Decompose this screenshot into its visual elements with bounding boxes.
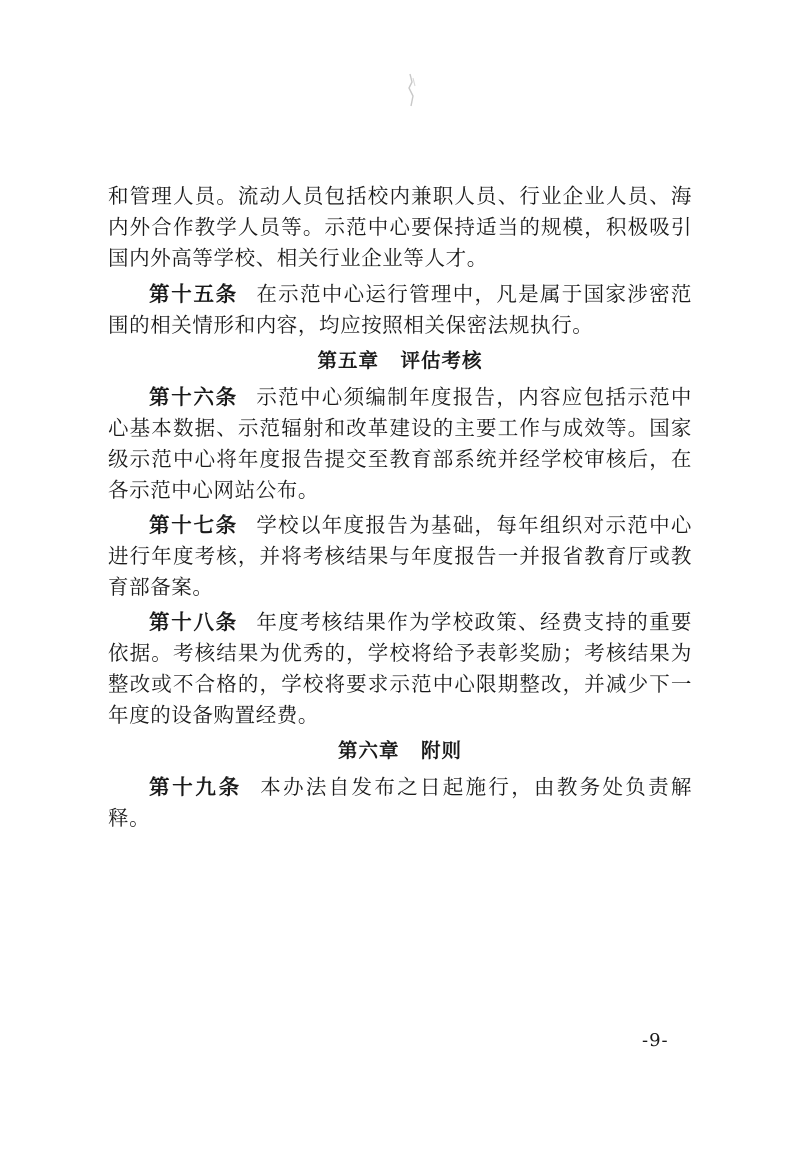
article-16 (108, 382, 692, 506)
article-text: 示范中心须编制年度报告，内容应包括示范中心基本数据、示范辐射和改革建设的主要工作与成效等。国家级示范中心将年度报告提交至教育部系统并经学校审核后，在各示范中心网站公布。 (108, 385, 693, 502)
article-number: 第十六条 (149, 385, 238, 409)
chapter-title: 附则 (420, 739, 462, 762)
chapter-number: 第六章 (338, 739, 400, 762)
article-text: 在示范中心运行管理中，凡是属于国家涉密范围的相关情形和内容，均应按照相关保密法规执行。 (108, 282, 693, 337)
document-body (108, 181, 692, 838)
article-number: 第十七条 (149, 513, 238, 537)
article-17 (108, 510, 692, 603)
article-number: 第十八条 (149, 610, 238, 634)
paragraph-continued (108, 181, 692, 274)
chapter-6-heading (108, 735, 692, 766)
page-number: -9- (642, 1030, 669, 1051)
chapter-title: 评估考核 (400, 349, 483, 372)
article-text: 年度考核结果作为学校政策、经费支持的重要依据。考核结果为优秀的，学校将给予表彰奖励；考核结果为整改或不合格的，学校将要求示范中心限期整改，并减少下一年度的设备购置经费。 (108, 610, 693, 727)
chapter-number: 第五章 (317, 349, 380, 372)
chapter-5-heading (108, 345, 692, 376)
article-number: 第十五条 (149, 282, 238, 306)
article-text: 本办法自发布之日起施行，由教务处负责解释。 (108, 775, 693, 830)
paragraph-text: 和管理人员。流动人员包括校内兼职人员、行业企业人员、海内外合作教学人员等。示范中心要保持适当的规模，积极吸引国内外高等学校、相关行业企业等人才。 (108, 184, 692, 270)
scan-artifact-mark (404, 72, 418, 108)
article-18 (108, 607, 692, 731)
article-number: 第十九条 (149, 775, 242, 799)
article-text: 学校以年度报告为基础，每年组织对示范中心进行年度考核，并将考核结果与年度报告一并报省教育厅或教育部备案。 (108, 513, 693, 599)
article-15 (108, 279, 692, 341)
article-19 (108, 772, 692, 834)
